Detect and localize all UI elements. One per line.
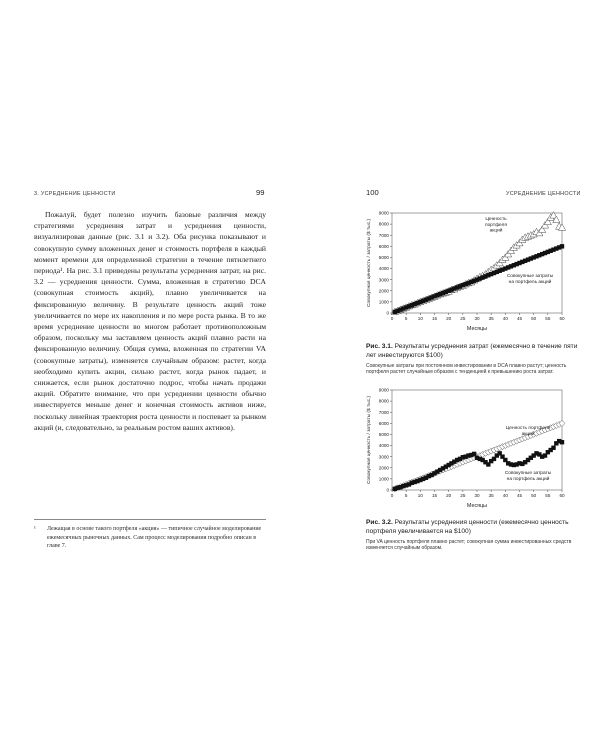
figure-2-series-2-point [560,440,564,444]
figure-1-x-tick-label: 15 [431,316,438,321]
figure-2-x-tick-label: 60 [559,493,565,498]
right-page [300,0,600,750]
figure-2-y-tick-label: 3000 [378,454,389,460]
figure-1-x-axis-label: Месяцы [466,326,488,332]
figure-1-x-tick-label: 45 [516,316,523,321]
figure-1-y-tick-label: 0 [386,310,389,316]
figure-2-annotation-2: Совокупные затраты на портфель акций [504,471,552,482]
figure-2-x-tick-label: 15 [431,493,438,498]
figure-1-annotation-1: Ценность портфеля акций [485,217,507,234]
figure-1-chart [300,205,600,340]
figure-2-y-axis-label: Совокупная ценность / затраты ($ тыс.) [367,396,372,484]
figure-1-label: Рис. 3.1. [366,343,393,350]
figure-2-x-tick-label: 5 [404,493,408,498]
figure-2-x-tick-label: 20 [446,493,452,498]
figure-1-series-2-point [560,244,564,248]
figure-1-x-tick-label: 55 [545,316,551,321]
figure-2-x-axis-label: Месяцы [466,503,488,509]
figure-2-x-tick-label: 50 [531,493,537,498]
figure-1-note: Совокупные затраты при постоянном инвестировании в DCA плавно растут; ценность портфеля растет случайным образом с тенденцией к превышению роста затрат. [366,362,567,376]
figure-1-x-tick-label: 0 [390,316,394,321]
figure-1-y-tick-label: 2000 [378,288,389,294]
figure-1-x-tick-label: 60 [559,316,565,321]
figure-1-x-tick-label: 50 [531,316,537,321]
figure-1-x-tick-label: 30 [474,316,480,321]
figure-1-y-tick-label: 9000 [378,210,389,216]
figure-1-x-tick-label: 40 [502,316,508,321]
figure-2-x-tick-label: 35 [488,493,494,498]
figure-2-y-tick-label: 0 [386,487,389,493]
figure-1-y-tick-label: 5000 [378,255,389,261]
figure-2-y-tick-label: 8000 [378,398,389,404]
footnote [34,525,266,551]
figure-1-y-tick-label: 1000 [378,299,389,305]
figure-1-x-tick-label: 25 [460,316,466,321]
figure-2-chart [300,382,600,517]
figure-2-x-tick-label: 55 [545,493,551,498]
figure-2-y-tick-label: 7000 [378,409,389,415]
footnote-mark: ¹ [34,526,36,532]
figure-2-annotation-1: Ценность портфеля акций [505,426,551,437]
figure-2-y-tick-label: 9000 [378,387,389,393]
footnote-rule [34,519,266,520]
figure-1-y-tick-label: 6000 [378,243,389,249]
figure-2-y-tick-label: 4000 [378,443,389,449]
figure-2-x-tick-label: 40 [502,493,508,498]
figure-1-x-tick-label: 20 [446,316,452,321]
page-number-left: 99 [256,188,265,197]
figure-1-caption [366,343,578,376]
figure-1-annotation-2: Совокупные затраты на портфель акций [506,274,554,285]
figure-2-caption [366,519,578,552]
figure-2-y-tick-label: 5000 [378,432,389,438]
figure-1-y-axis-label: Совокупная ценность / затраты ($ тыс.) [367,219,372,307]
figure-2-label: Рис. 3.2. [366,519,393,526]
figure-1-title: Результаты усреднения затрат (ежемесячно в течение пяти лет инвестируются $100) [366,343,578,359]
figure-2-note: При VA ценность портфеля плавно растет; совокупная сумма инвестированных средств изменяется случайным образом. [366,538,572,552]
figure-2-x-tick-label: 10 [417,493,423,498]
figure-2-series-2-point [551,446,555,450]
figure-2-x-tick-label: 30 [474,493,480,498]
figure-2-y-tick-label: 1000 [378,476,389,482]
figure-2-y-tick-label: 2000 [378,465,389,471]
figure-2-x-tick-label: 25 [460,493,466,498]
page-number-right: 100 [366,188,379,197]
running-head-right: УСРЕДНЕНИЕ ЦЕННОСТИ [506,191,581,197]
body-text: Пожалуй, будет полезно изучить базовые различия между стратегиями усреднения затрат и усреднения ценности, визуализировав данные (рис. 3.1 и 3.2). Оба рисунка показывают и совокупную сумму вложенных денег и стоимость портфеля в каждый момент времени для определенной стратегии в течение пятилетнего периода¹. На рис. 3.1 приведены результаты усреднения затрат, на рис. 3.2 — усреднения ценности. Сумма, вложенная в стратегию DCA (совокупная стоимость акций), плавно увеличивается на фиксированную величину. В результате ценность акций тоже увеличивается по мере их накопления и по мере роста рынка. В то же время усреднение ценности во многом работает противоположным образом, поскольку мы заставляем ценность акций плавно расти на фиксированную величину. Общая сумма, вложенная по стратегии VA (совокупные затраты), изменяется случайным образом: растет, когда необходимо купить акции, сильно растет, когда рынок падает, и снижается, если рынок достаточно подрос, чтобы начать продажи акций. Обратите внимание, что при усреднении ценности обычно инвестируется меньше денег и конечная стоимость активов ниже, поскольку линейная траектория роста ценности и поспевает за рынком акций (и, следовательно, за реальным ростом ваших активов). [34,210,266,432]
figure-2-title: Результаты усреднения ценности (ежемесячно ценность портфеля увеличивается на $100) [366,519,569,535]
figure-2-series-2-point [472,452,476,456]
figure-1-y-tick-label: 3000 [378,277,389,283]
figure-1-y-tick-label: 8000 [378,221,389,227]
running-head-left: 3. УСРЕДНЕНИЕ ЦЕННОСТИ [34,191,116,197]
figure-1-x-tick-label: 5 [404,316,408,321]
figure-1-y-tick-label: 7000 [378,232,389,238]
figure-1-x-tick-label: 35 [488,316,494,321]
figure-1-x-tick-label: 10 [417,316,423,321]
figure-2-y-tick-label: 6000 [378,420,389,426]
figure-2-x-tick-label: 45 [516,493,523,498]
footnote-text: Лежащая в основе такого портфеля «акция» — типичное случайное моделирование ежемесячных рыночных данных. Сам процесс моделирования подробно описан в главе 7. [47,526,262,550]
figure-1-y-tick-label: 4000 [378,266,389,272]
figure-2-x-tick-label: 0 [390,493,394,498]
